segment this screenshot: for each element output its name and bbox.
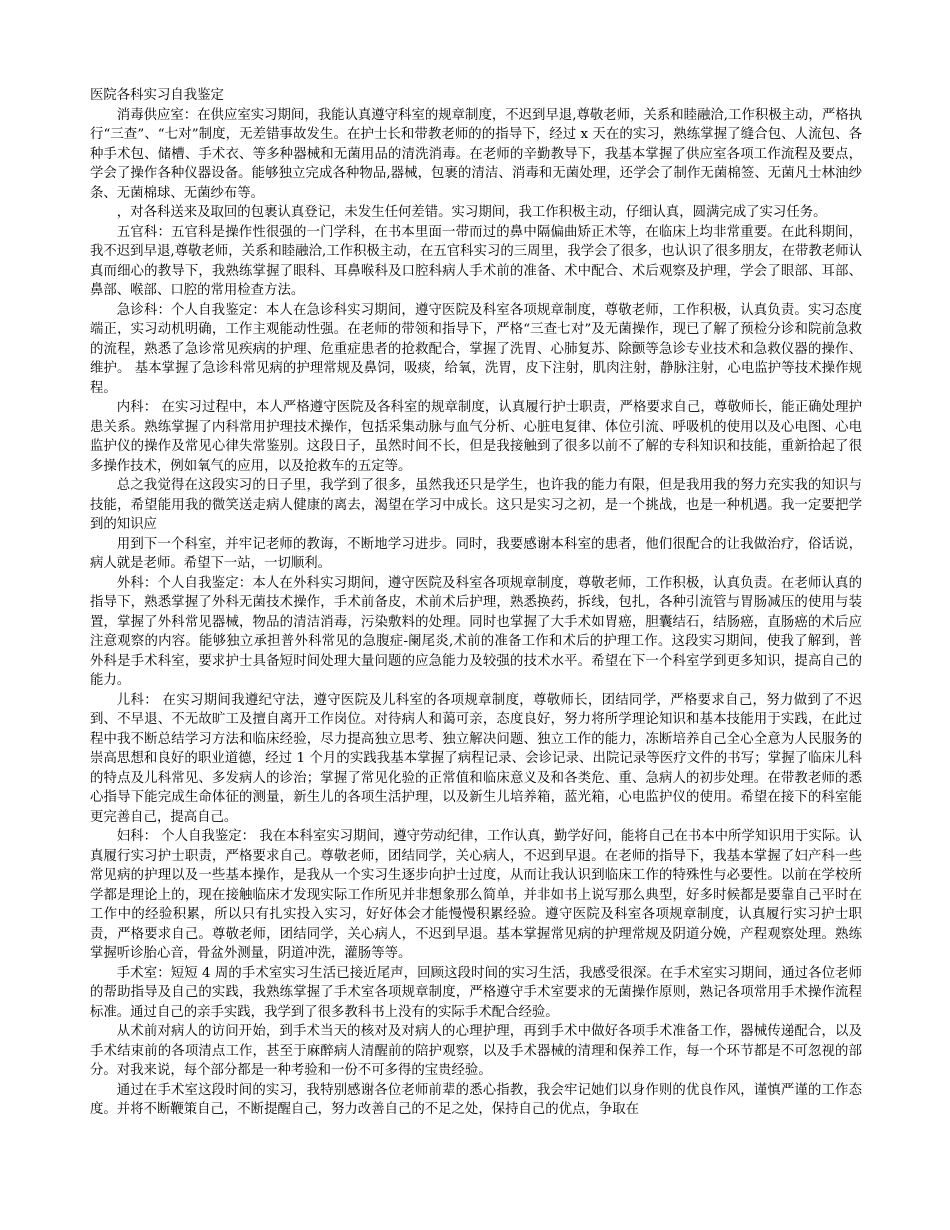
paragraph-summary-continued: 用到下一个科室，并牢记老师的教诲，不断地学习进步。同时，我要感谢本科室的患者，他们很配合的让我做治疗，俗话说，病人就是老师。希望下一站，一切顺利。 — [90, 536, 862, 571]
paragraph-internal-medicine: 内科： 在实习过程中，本人严格遵守医院及各科室的规章制度，认真履行护士职责，严格要求自己，尊敬师长，能正确处理护患关系。熟练掌握了内科常用护理技术操作，包括采集动脉与血气分析、心脏电复律、体位引流、呼吸机的使用以及心电图、心电监护仪的操作及常见心律失常鉴别。这段日子，虽然时间不长，但是我接触到了很多以前不了解的专科知识和技能，重新拾起了很多操作技术，例如氧气的应用，以及抢救车的五定等。 — [90, 400, 862, 474]
paragraph-pediatrics: 儿科： 在实习期间我遵纪守法，遵守医院及儿科室的各项规章制度，尊敬师长，团结同学，严格要求自己，努力做到了不迟到、不早退、不无故旷工及擅自离开工作岗位。对待病人和蔼可亲，态度良好，努力将所学理论知识和基本技能用于实践，在此过程中我不断总结学习方法和临床经验，尽力提高独立思考、独立解决问题、独立工作的能力，冻断培养自己全心全意为人民服务的崇高思想和良好的职业道德，经过 1 个月的实践我基本掌握了病程记录、会诊记录、出院记录等医疗文件的书写；掌握了临床儿科的特点及儿科常见、多发病人的诊治；掌握了常见化验的正常值和临床意义及和各类危、重、急病人的初步处理。在带教老师的悉心指导下能完成生命体征的测量，新生儿的各项生活护理，以及新生儿培养箱，蓝光箱，心电监护仪的使用。希望在接下的科室能更完善自己，提高自己。 — [90, 692, 862, 825]
paragraph-surgery: 外科：个人自我鉴定：本人在外科实习期间，遵守医院及科室各项规章制度，尊敬老师，工作积极，认真负责。在老师认真的指导下，熟悉掌握了外科无菌技术操作，手术前备皮，术前术后护理，熟悉换药，拆线，包扎，各种引流管与胃肠减压的使用与装置，掌握了外科常见器械，物品的清洁消毒，污染敷料的处理。同时也掌握了大手术如胃癌，胆囊结石，结肠癌，直肠癌的术后应注意观察的内容。能够独立承担普外科常见的急腹症-阑尾炎,术前的准备工作和术后的护理工作。这段实习期间，使我了解到，普外科是手术科室，要求护士具备短时间处理大量问题的应急能力及较强的技术水平。希望在下一个科室学到更多知识，提高自己的能力。 — [90, 575, 862, 688]
paragraph-disinfection-supply-room: 消毒供应室：在供应室实习期间，我能认真遵守科室的规章制度，不迟到早退,尊敬老师，关系和睦融洽,工作积极主动，严格执行“三查”、“七对”制度，无差错事故发生。在护士长和带教老师的的指导下，经过 x 天在的实习，熟练掌握了缝合包、人流包、各种手术包、储槽、手术衣、等多种器械和无菌用品的清洗消毒。在老师的辛勤教导下，我基本掌握了供应室各项工作流程及要点，学会了操作各种仪器设备。能够独立完成各种物品,器械，包裹的清洁、消毒和无菌处理，还学会了制作无菌棉签、无菌凡士林油纱条、无菌棉球、无菌纱布等。 — [90, 107, 862, 201]
paragraph-operating-room: 手术室：短短 4 周的手术室实习生活已接近尾声，回顾这段时间的实习生活，我感受很深。在手术室实习期间，通过各位老师的帮助指导及自己的实践，我熟练掌握了手术室各项规章制度，严格遵守手术室要求的无菌操作原则，熟记各项常用手术操作流程标准。通过自己的亲手实践，我学到了很多教科书上没有的实际手术配合经验。 — [90, 965, 862, 1020]
paragraph-ent-department: 五官科：五官科是操作性很强的一门学科，在书本里面一带而过的鼻中隔偏曲矫正术等，在临床上均非常重要。在此科期间，我不迟到早退,尊敬老师，关系和睦融洽,工作积极主动，在五官科实习的三周里，我学会了很多，也认识了很多朋友，在带教老师认真而细心的教导下，我熟练掌握了眼科、耳鼻喉科及口腔科病人手术前的准备、术中配合、术后观察及护理，学会了眼部、耳部、鼻部、喉部、口腔的常用检查方法。 — [90, 224, 862, 298]
paragraph-operating-room-process: 从术前对病人的访问开始，到手术当天的核对及对病人的心理护理，再到手术中做好各项手术准备工作，器械传递配合，以及手术结束前的各项清点工作，甚至于麻醉病人清醒前的陪护观察，以及手术器械的清理和保养工作，每一个环节都是不可忽视的部分。对我来说，每个部分都是一种考验和一份不可多得的宝贵经验。 — [90, 1024, 862, 1078]
paragraph-summary: 总之我觉得在这段实习的日子里，我学到了很多，虽然我还只是学生，也许我的能力有限，但是我用我的努力充实我的知识与技能，希望能用我的微笑送走病人健康的离去，渴望在学习中成长。这只是实习之初，是一个挑战，也是一种机遇。我一定要把学到的知识应 — [90, 478, 862, 532]
paragraph-operating-room-thanks: 通过在手术室这段时间的实习，我特别感谢各位老师前辈的悉心指教，我会牢记她们以身作则的优良作风，谨慎严谨的工作态度。并将不断鞭策自己，不断提醒自己，努力改善自己的不足之处，保持自己的优点，争取在 — [90, 1082, 862, 1117]
paragraph-supply-room-continued: ，对各科送来及取回的包裹认真登记，未发生任何差错。实习期间，我工作积极主动，仔细认真，圆满完成了实习任务。 — [116, 205, 827, 220]
paragraph-emergency-department: 急诊科：个人自我鉴定：本人在急诊科实习期间，遵守医院及科室各项规章制度，尊敬老师，工作积极，认真负责。实习态度端正，实习动机明确，工作主观能动性强。在老师的带领和指导下，严格“三查七对”及无菌操作，现已了解了预检分诊和院前急救的流程，熟悉了急诊常见疾病的护理、危重症患者的抢救配合，掌握了洗胃、心肺复苏、除颤等急诊专业技术和急救仪器的操作、维护。 基本掌握了急诊科常见病的护理常规及鼻饲，吸痰，给氧，洗胃，皮下注射，肌肉注射，静脉注射，心电监护等技术操作规程。 — [90, 302, 862, 396]
paragraph-gynecology: 妇科： 个人自我鉴定： 我在本科室实习期间，遵守劳动纪律，工作认真，勤学好问，能将自己在书本中所学知识用于实际。认真履行实习护士职责，严格要求自己。尊敬老师，团结同学，关心病人，不迟到早退。在老师的指导下，我基本掌握了妇产科一些常见病的护理以及一些基本操作，是我从一个实习生逐步向护士过度，从而让我认识到临床工作的特殊性与必要性。以前在学校所学都是理论上的，现在接触临床才发现实际工作所见并非想象那么简单，并非如书上说写那么典型，好多时候都是要靠自己平时在工作中的经验积累，所以只有扎实投入实习，好好体会才能慢慢积累经验。遵守医院及科室各项规章制度，认真履行实习护士职责，严格要求自己。尊敬老师，团结同学，关心病人，不迟到早退。基本掌握常见病的护理常规及阴道分娩，产程观察处理。熟练掌握听诊胎心音，骨盆外测量，阴道冲洗，灌肠等等。 — [90, 829, 862, 961]
document-title: 医院各科实习自我鉴定 — [90, 88, 224, 103]
